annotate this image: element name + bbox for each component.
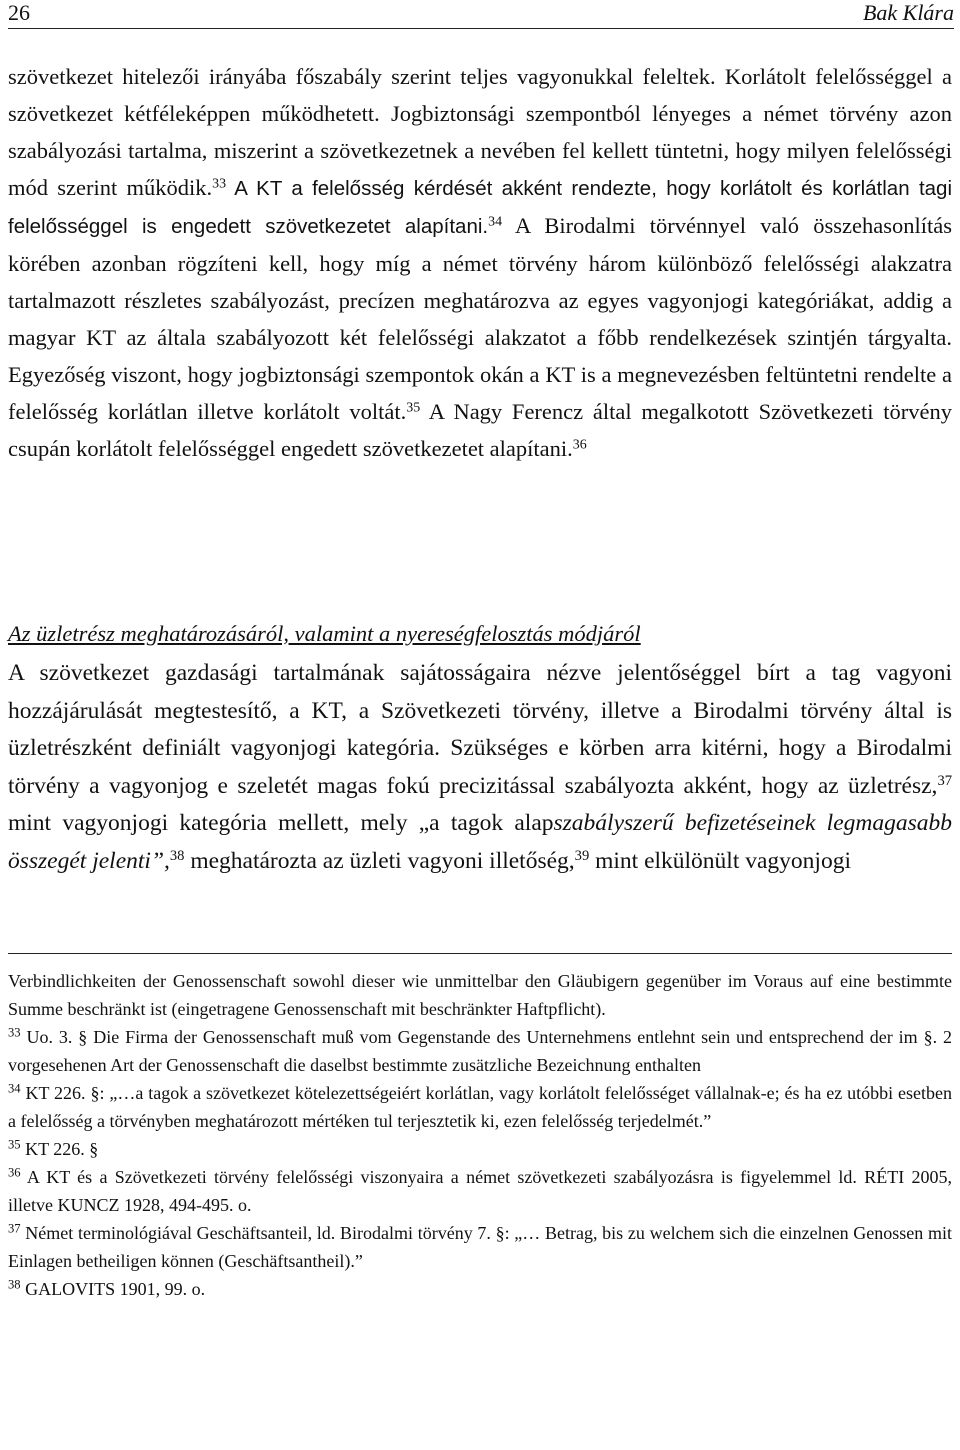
footnote-36-number: 36 [8,1165,21,1180]
footnote-33 [8,1023,952,1079]
p2-quote-italic: szabályszerű befizetéseinek legmagasabb összegét jelenti [8,810,952,874]
footnote-38-number: 38 [8,1277,21,1292]
footnote-37-text: Német terminológiával Geschäftsanteil, ld. Birodalmi törvény 7. §: „… Betrag, bis zu welchem sich die einzelnen Genossen mit Einlagen betheiligen können (Geschäftsantheil).” [8,1223,952,1271]
section-heading: Az üzletrész meghatározásáról, valamint a nyereségfelosztás módjáról [8,621,641,646]
footnote-34 [8,1079,952,1135]
footnote-38-text: GALOVITS 1901, 99. o. [20,1279,206,1299]
p2-text-d: mint elkülönült vagyonjogi [589,847,851,874]
footnote-34-number: 34 [8,1081,21,1096]
footnote-ref-33: 33 [212,176,227,192]
paragraph-2-text [8,655,952,880]
footnote-36-text: A KT és a Szövetkezeti törvény felelősségi viszonyaira a német szövetkezeti szabályozásra is figyelemmel ld. RÉTI 2005, illetve KUNCZ 1928, 494-495. o. [8,1167,952,1215]
footnote-separator [8,953,952,954]
p1-text-a: szövetkezet hitelezői irányába főszabály szerint teljes vagyonukkal feleltek. Korlátolt felelősséggel a szövetkezet kétféleképpen működhetett. Jogbiztonsági szempontból lényeges a német törvény azon szabályozási tartalma, miszerint a szövetkezetnek a nevében fel kellett tüntetni, hogy milyen felelősségi mód szerint működik. [8,64,952,200]
footnote-35 [8,1135,952,1163]
footnote-37-number: 37 [8,1221,21,1236]
footnote-ref-39: 39 [574,847,590,864]
p2-quote-open: „a tagok alap [418,810,554,836]
footnotes [8,967,952,1303]
p2-quote-close: ”, [150,847,170,874]
page-header [8,0,954,29]
footnote-33-number: 33 [8,1025,21,1040]
p1-text-b: A KT a felelősség kérdését akként rendezte, hogy korlátolt és korlátlan tagi felelősséggel is engedett szövetkezetet alapítani. [8,177,952,238]
footnote-35-number: 35 [8,1137,21,1152]
footnote-ref-34: 34 [488,214,503,230]
p1-text-d: A Nagy Ferencz által megalkotott Szövetkezeti törvény csupán korlátolt felelősséggel engedett szövetkezetet alapítani. [8,399,952,461]
p2-text-a: A szövetkezet gazdasági tartalmának sajátosságaira nézve jelentőséggel bírt a tag vagyoni hozzájárulását megtestesítő, a KT, a Szövetkezeti törvény, illetve a Birodalmi törvény által is üzletrészként definiált vagyonjogi kategória. Szükséges e körben arra kitérni, hogy a Birodalmi törvény a vagyonjog e szeletét magas fokú precizitással szabályozta akként, hogy az üzletrész, [8,660,952,799]
footnote-33-text: Uo. 3. § Die Firma der Genossenschaft muß vom Gegenstande des Unternehmens entlehnt sein und entsprechend der im §. 2 vorgesehenen Art der Genossenschaft die daselbst bestimmte zusätzliche Bezeichnung enthalten [8,1027,952,1075]
footnote-36 [8,1163,952,1219]
p2-text-c: meghatározta az üzleti vagyoni illetőség, [184,847,575,874]
footnote-continued: Verbindlichkeiten der Genossenschaft sowohl dieser wie unmittelbar den Gläubigern gegenüber im Voraus auf eine bestimmte Summe beschränkt ist (eingetragene Genossenschaft mit beschränkter Haftpflicht). [8,971,952,1019]
running-head-author: Bak Klára [862,0,954,25]
page-number: 26 [8,0,30,25]
footnote-37 [8,1219,952,1275]
p1-text-c: A Birodalmi törvénnyel való összehasonlítás körében azonban rögzíteni kell, hogy míg a német törvény három különböző felelősségi alakzatra tartalmazott részletes szabályozást, precízen meghatározva az egyes vagyonjogi kategóriákat, addig a magyar KT az általa szabályozott két felelősségi alakzatot a főbb rendelkezések szintjén tárgyalta. Egyezőség viszont, hogy jogbiztonsági szempontok okán a KT is a megnevezésben feltüntetni rendelte a felelősség korlátlan illetve korlátolt voltát. [8,213,952,424]
footnote-ref-37: 37 [937,772,952,789]
footnote-34-text: KT 226. §: „…a tagok a szövetkezet kötelezettségeiért korlátlan, vagy korlátolt felelősséget vállalnak-e; és ha ez utóbbi esetben a felelősség a törvényben meghatározott mértéken tul terjesztetik ki, ezen felelősség terjedelmét.” [8,1083,952,1131]
footnote-ref-36: 36 [572,437,587,453]
p2-text-b: mint vagyonjogi kategória mellett, mely [8,810,419,836]
paragraph-1 [8,58,952,467]
paragraph-2 [8,655,952,880]
footnote-35-text: KT 226. § [20,1139,99,1159]
footnote-38 [8,1275,952,1303]
paragraph-1-text [8,58,952,467]
footnote-ref-38: 38 [169,847,185,864]
footnote-ref-35: 35 [406,400,421,416]
